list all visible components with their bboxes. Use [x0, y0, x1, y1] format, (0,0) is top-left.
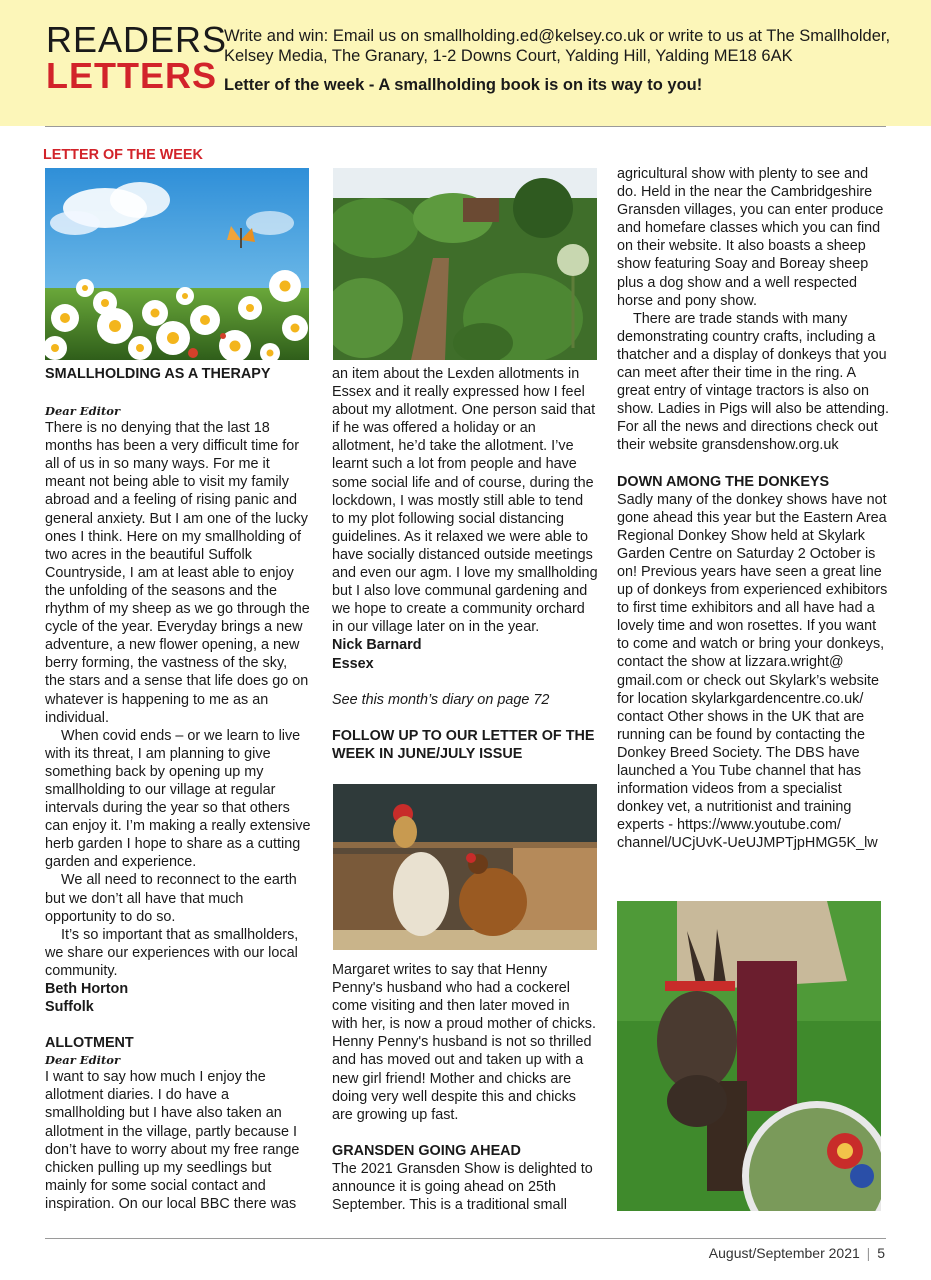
signature-place: Suffolk [45, 999, 94, 1016]
daisies-photo [45, 168, 309, 360]
donkey-photo [617, 901, 881, 1211]
allotment-paragraph-1: I want to say how much I enjoy the allotment diaries. I do have a smallholding but I have also taken an allotment in the village, partly because I don’t have to worry about my free range chicken pulling up my seedlings but mainly for some social contact and inspiration. On our local BBC there was [45, 1069, 300, 1212]
contact-info [224, 26, 914, 95]
issue-date: August/September 2021 [708, 1245, 860, 1261]
gransden-paragraph-2: There are trade stands with many demonstrating country crafts, including a thatcher and a display of donkeys that you can meet after their time in the ring. A great entry of vintage tractors is also on show. Ladies in Pigs will also be attending. For all the news and directions check out their website gransdenshow.org.uk [617, 310, 889, 454]
brand-letters: LETTERS [46, 55, 218, 96]
contact-line-1: Write and win: Email us on smallholding.ed@kelsey.co.uk or write to us at The Smallholder, [224, 27, 891, 45]
header-divider [45, 126, 886, 127]
therapy-paragraph-3: We all need to reconnect to the earth but we don’t all have that much opportunity to do so. [45, 872, 297, 925]
column-1 [45, 365, 311, 1213]
allotment-photo [333, 168, 597, 360]
footer-divider [45, 1238, 886, 1239]
donkeys-heading: DOWN AMONG THE DONKEYS [617, 473, 830, 490]
letter-of-week-tag: LETTER OF THE WEEK [43, 147, 203, 163]
diary-note: See this month’s diary on page 72 [332, 691, 550, 708]
gransden-paragraph-1: The 2021 Gransden Show is delighted to announce it is going ahead on 25th September. This is a traditional small [332, 1160, 593, 1214]
page-number: 5 [877, 1245, 885, 1261]
allotment-paragraph-2: an item about the Lexden allotments in Essex and it really expressed how I feel about my allotment. One person said that if he was offered a holiday or an allotment, he’d take the allotment. I’ve learnt such a lot from people and have some social life and of course, during the lockdown, I was mostly still able to tend to my plot following social distancing guidelines. As it relaxed we were able to have socially distanced outside meetings and even our agm. I love my smallholding but I also love communal gardening and we hope to create a community orchard in our village later on in the year. [332, 366, 598, 636]
chickens-photo [333, 784, 597, 950]
column-2 [332, 365, 598, 763]
therapy-paragraph-2: When covid ends – or we learn to live with its threat, I am planning to give something back by opening up my smallholding to our village at regular intervals during the year so that others can enjoy it. I’m making a really extensive herb garden I hope to share as a cutting garden and experience. [45, 727, 311, 871]
donkeys-paragraph: Sadly many of the donkey shows have not gone ahead this year but the Eastern Area Regional Donkey Show held at Skylark Garden Centre on Saturday 2 October is on! Previous years have seen a great line up of donkeys from experienced exhibitors to first time exhibitors and all have had a lovely time and won rosettes. If you want to come and watch or bring your donkeys, contact the show at lizzara.wright@ gmail.com or check out Skylark’s website for location skylarkgardencentre.co.uk/ contact Other shows in the UK that are running can be found by contacting the Donkey Breed Society. The DBS have launched a You Tube channel that has information videos from a specialist donkey vet, a nutritionist and training experts - https://www.youtube.com/ channel/UCjUvK-UeUJMPTjpHMG5K_lw [617, 491, 888, 852]
followup-heading: FOLLOW UP TO OUR LETTER OF THE WEEK IN JUNE/JULY ISSUE [332, 727, 595, 762]
signature-name: Beth Horton [45, 981, 129, 997]
therapy-salutation: Dear Editor [45, 404, 121, 419]
gransden-paragraph-cont: agricultural show with plenty to see and do. Held in the near the Cambridgeshire Gransden villages, you can enter produce and homefare classes which you can find on their website. It also boasts a sheep show featuring Soay and Boreay sheep plus a dog show and a well respected horse and pony show. [617, 166, 884, 309]
signature-place-2: Essex [332, 655, 374, 672]
therapy-paragraph-1: There is no denying that the last 18 months has been a very difficult time for all of us in so many ways. For me it meant not being able to visit my family abroad and a feeling of rising panic and general anxiety. But I am one of the lucky ones I think. Here on my smallholding of two acres in the beautiful Suffolk Countryside, I am at least able to enjoy the unfolding of the seasons and the rhythm of my sheep as we go through the cycle of the year. Everyday brings a new adventure, a new flower opening, a new berry forming, the vastness of the sky, the stars and a sense that life does go on whatever is happening to me as an individual. [45, 420, 310, 726]
gransden-heading: GRANSDEN GOING AHEAD [332, 1142, 521, 1159]
page-header [0, 0, 931, 126]
column-2-lower [332, 961, 598, 1214]
brand-readers: READERS [46, 19, 228, 60]
allotment-salutation: Dear Editor [45, 1053, 121, 1068]
section-brand [46, 19, 228, 96]
footer-separator: | [866, 1245, 871, 1261]
signature-name-2: Nick Barnard [332, 637, 422, 654]
allotment-heading: ALLOTMENT [45, 1035, 134, 1052]
followup-paragraph: Margaret writes to say that Henny Penny's husband who had a cockerel come visiting and then later moved in with her, is now a proud mother of chicks. Henny Penny's husband is not so thrilled and has moved out and taken up with a new girl friend! Mother and chicks are doing very well despite this and chicks are growing up fast. [332, 962, 596, 1123]
therapy-heading: SMALLHOLDING AS A THERAPY [45, 366, 271, 382]
column-3 [617, 165, 889, 852]
therapy-paragraph-4: It’s so important that as smallholders, we share our experiences with our local community. [45, 926, 299, 979]
contact-line-2: Kelsey Media, The Granary, 1-2 Downs Court, Yalding Hill, Yalding ME18 6AK [224, 47, 793, 65]
letter-of-week-banner: Letter of the week - A smallholding book is on its way to you! [224, 76, 703, 94]
page-footer [709, 1245, 885, 1261]
